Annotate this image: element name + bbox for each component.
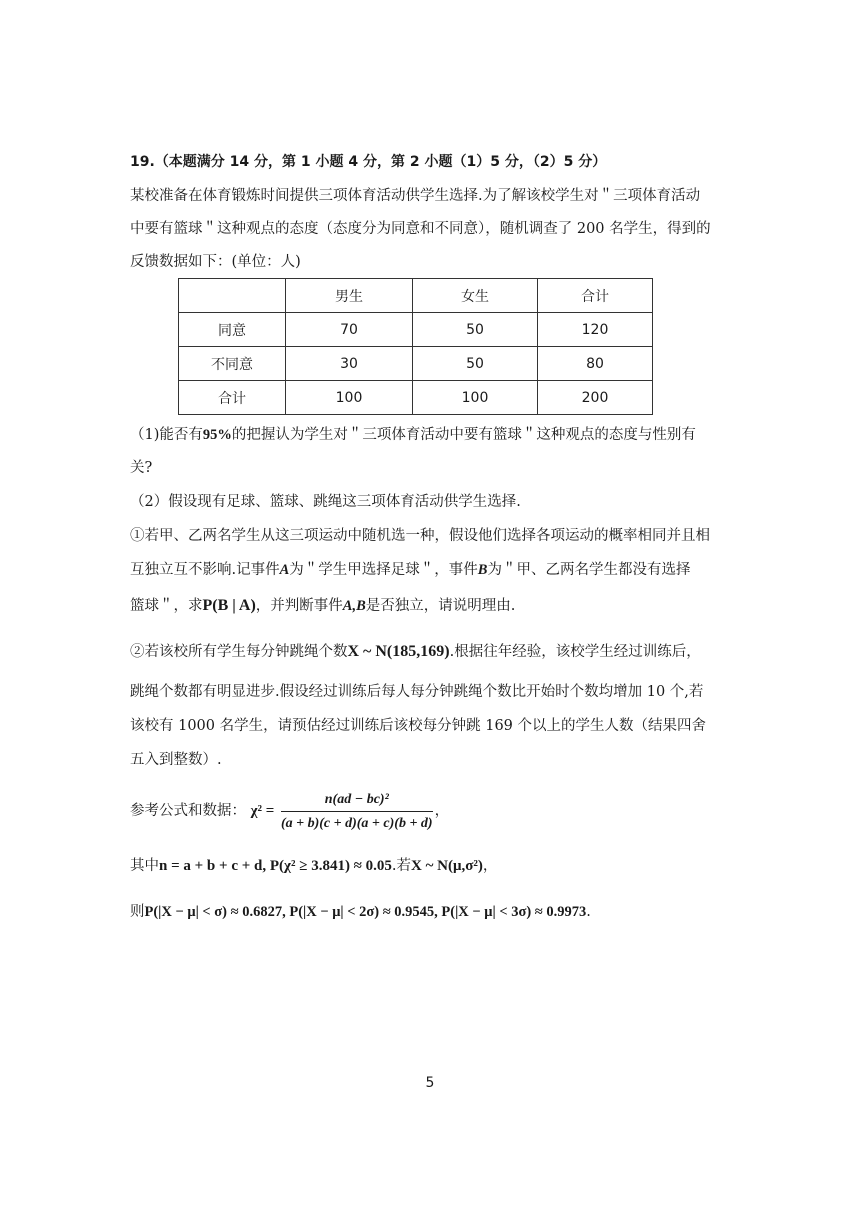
intro-line-3: 反馈数据如下：(单位：人) <box>130 254 301 270</box>
q2-intro: （2）假设现有足球、篮球、跳绳这三项体育活动供学生选择. <box>130 494 521 510</box>
page-number: 5 <box>425 1075 435 1091</box>
reference-expression: n = a + b + c + d, P(χ² ≥ 3.841) ≈ 0.05 <box>159 858 392 874</box>
q2b-line-3: 该校有 1000 名学生，请预估经过训练后该校每分钟跳 169 个以上的学生人数（结果四舍 <box>130 718 707 734</box>
q2a-text: 是否独立，请说明理由. <box>365 598 516 614</box>
reference-expression: X ~ N(μ,σ²) <box>411 858 483 874</box>
events-ab: A,B <box>342 598 366 614</box>
table-row <box>179 381 653 415</box>
table-cell: 同意 <box>179 313 286 347</box>
table-header-row <box>179 279 653 313</box>
fraction-denominator: (a + b)(c + d)(a + c)(b + d) <box>280 815 433 831</box>
chi-square-fraction <box>281 789 433 834</box>
table-cell: 70 <box>286 313 413 347</box>
table-cell: 50 <box>413 313 538 347</box>
conditional-probability: P(B | A) <box>202 597 256 614</box>
q2a-line-2 <box>130 559 740 581</box>
reference-expression: P(|X − μ| < σ) ≈ 0.6827, P(|X − μ| < 2σ) ≈ 0.9545, P(|X − μ| < 3σ) ≈ 0.9973 <box>144 904 587 920</box>
q2b-line-4: 五入到整数）. <box>130 752 222 768</box>
q2a-line-3 <box>130 595 740 617</box>
reference-line-2 <box>130 855 740 877</box>
table-cell: 50 <box>413 347 538 381</box>
q2b-line-1 <box>130 641 740 663</box>
table-cell: 女生 <box>413 279 538 313</box>
table-cell: 200 <box>538 381 653 415</box>
normal-distribution: X ~ N(185,169) <box>347 643 450 660</box>
table-cell: 100 <box>286 381 413 415</box>
q2a-text: ，并判断事件 <box>255 598 343 614</box>
q1-text: 的把握认为学生对＂三项体育活动中要有篮球＂这种观点的态度与性别有 <box>231 427 696 443</box>
table-cell: 80 <box>538 347 653 381</box>
table-row <box>179 347 653 381</box>
q2b-text: .根据往年经验，该校学生经过训练后， <box>449 644 701 660</box>
table-cell <box>179 279 286 313</box>
table-cell: 120 <box>538 313 653 347</box>
q2b-line-2: 跳绳个数都有明显进步.假设经过训练后每人每分钟跳绳个数比开始时个数均增加 10 个,若 <box>130 684 704 700</box>
reference-text: ， <box>482 858 498 874</box>
q2a-text: 篮球＂，求 <box>130 598 203 614</box>
q2a-line-1: ①若甲、乙两名学生从这三项运动中随机选一种，假设他们选择各项运动的概率相同并且相 <box>130 528 710 544</box>
table-cell: 100 <box>413 381 538 415</box>
q2a-text: 为＂学生甲选择足球＂，事件 <box>289 562 478 578</box>
q1-text: （1)能否有 <box>130 427 203 443</box>
table-cell: 30 <box>286 347 413 381</box>
q2a-text: 互独立互不影响.记事件 <box>130 562 280 578</box>
q1-line-2: 关? <box>130 460 153 476</box>
chi-square-lhs: χ² = <box>250 803 275 819</box>
q2b-text: ②若该校所有学生每分钟跳绳个数 <box>130 644 348 660</box>
reference-formula <box>130 785 740 837</box>
event-b: B <box>477 562 488 578</box>
q2a-text: 为＂甲、乙两名学生都没有选择 <box>487 562 691 578</box>
table-cell: 合计 <box>179 381 286 415</box>
q1-percent: 95% <box>202 427 232 443</box>
intro-line-2: 中要有篮球＂这种观点的态度（态度分为同意和不同意），随机调查了 200 名学生，得到的 <box>130 221 711 237</box>
survey-table <box>178 278 653 415</box>
fraction-numerator: n(ad − bc)² <box>281 789 433 812</box>
reference-text: . <box>586 904 591 920</box>
reference-label: 参考公式和数据： <box>130 803 246 819</box>
table-row <box>179 313 653 347</box>
event-a: A <box>279 562 290 578</box>
table-cell: 不同意 <box>179 347 286 381</box>
reference-text: .若 <box>391 858 412 874</box>
table-cell: 合计 <box>538 279 653 313</box>
intro-line-1: 某校准备在体育锻炼时间提供三项体育活动供学生选择.为了解该校学生对＂三项体育活动 <box>130 188 701 204</box>
reference-text: ， <box>434 803 450 819</box>
reference-text: 其中 <box>130 858 159 874</box>
reference-line-3 <box>130 901 740 923</box>
question-header: 19.（本题满分 14 分，第 1 小题 4 分，第 2 小题（1）5 分，（2）5 分） <box>130 154 607 170</box>
table-cell: 男生 <box>286 279 413 313</box>
reference-text: 则 <box>130 904 145 920</box>
q1-line-1 <box>130 424 740 446</box>
